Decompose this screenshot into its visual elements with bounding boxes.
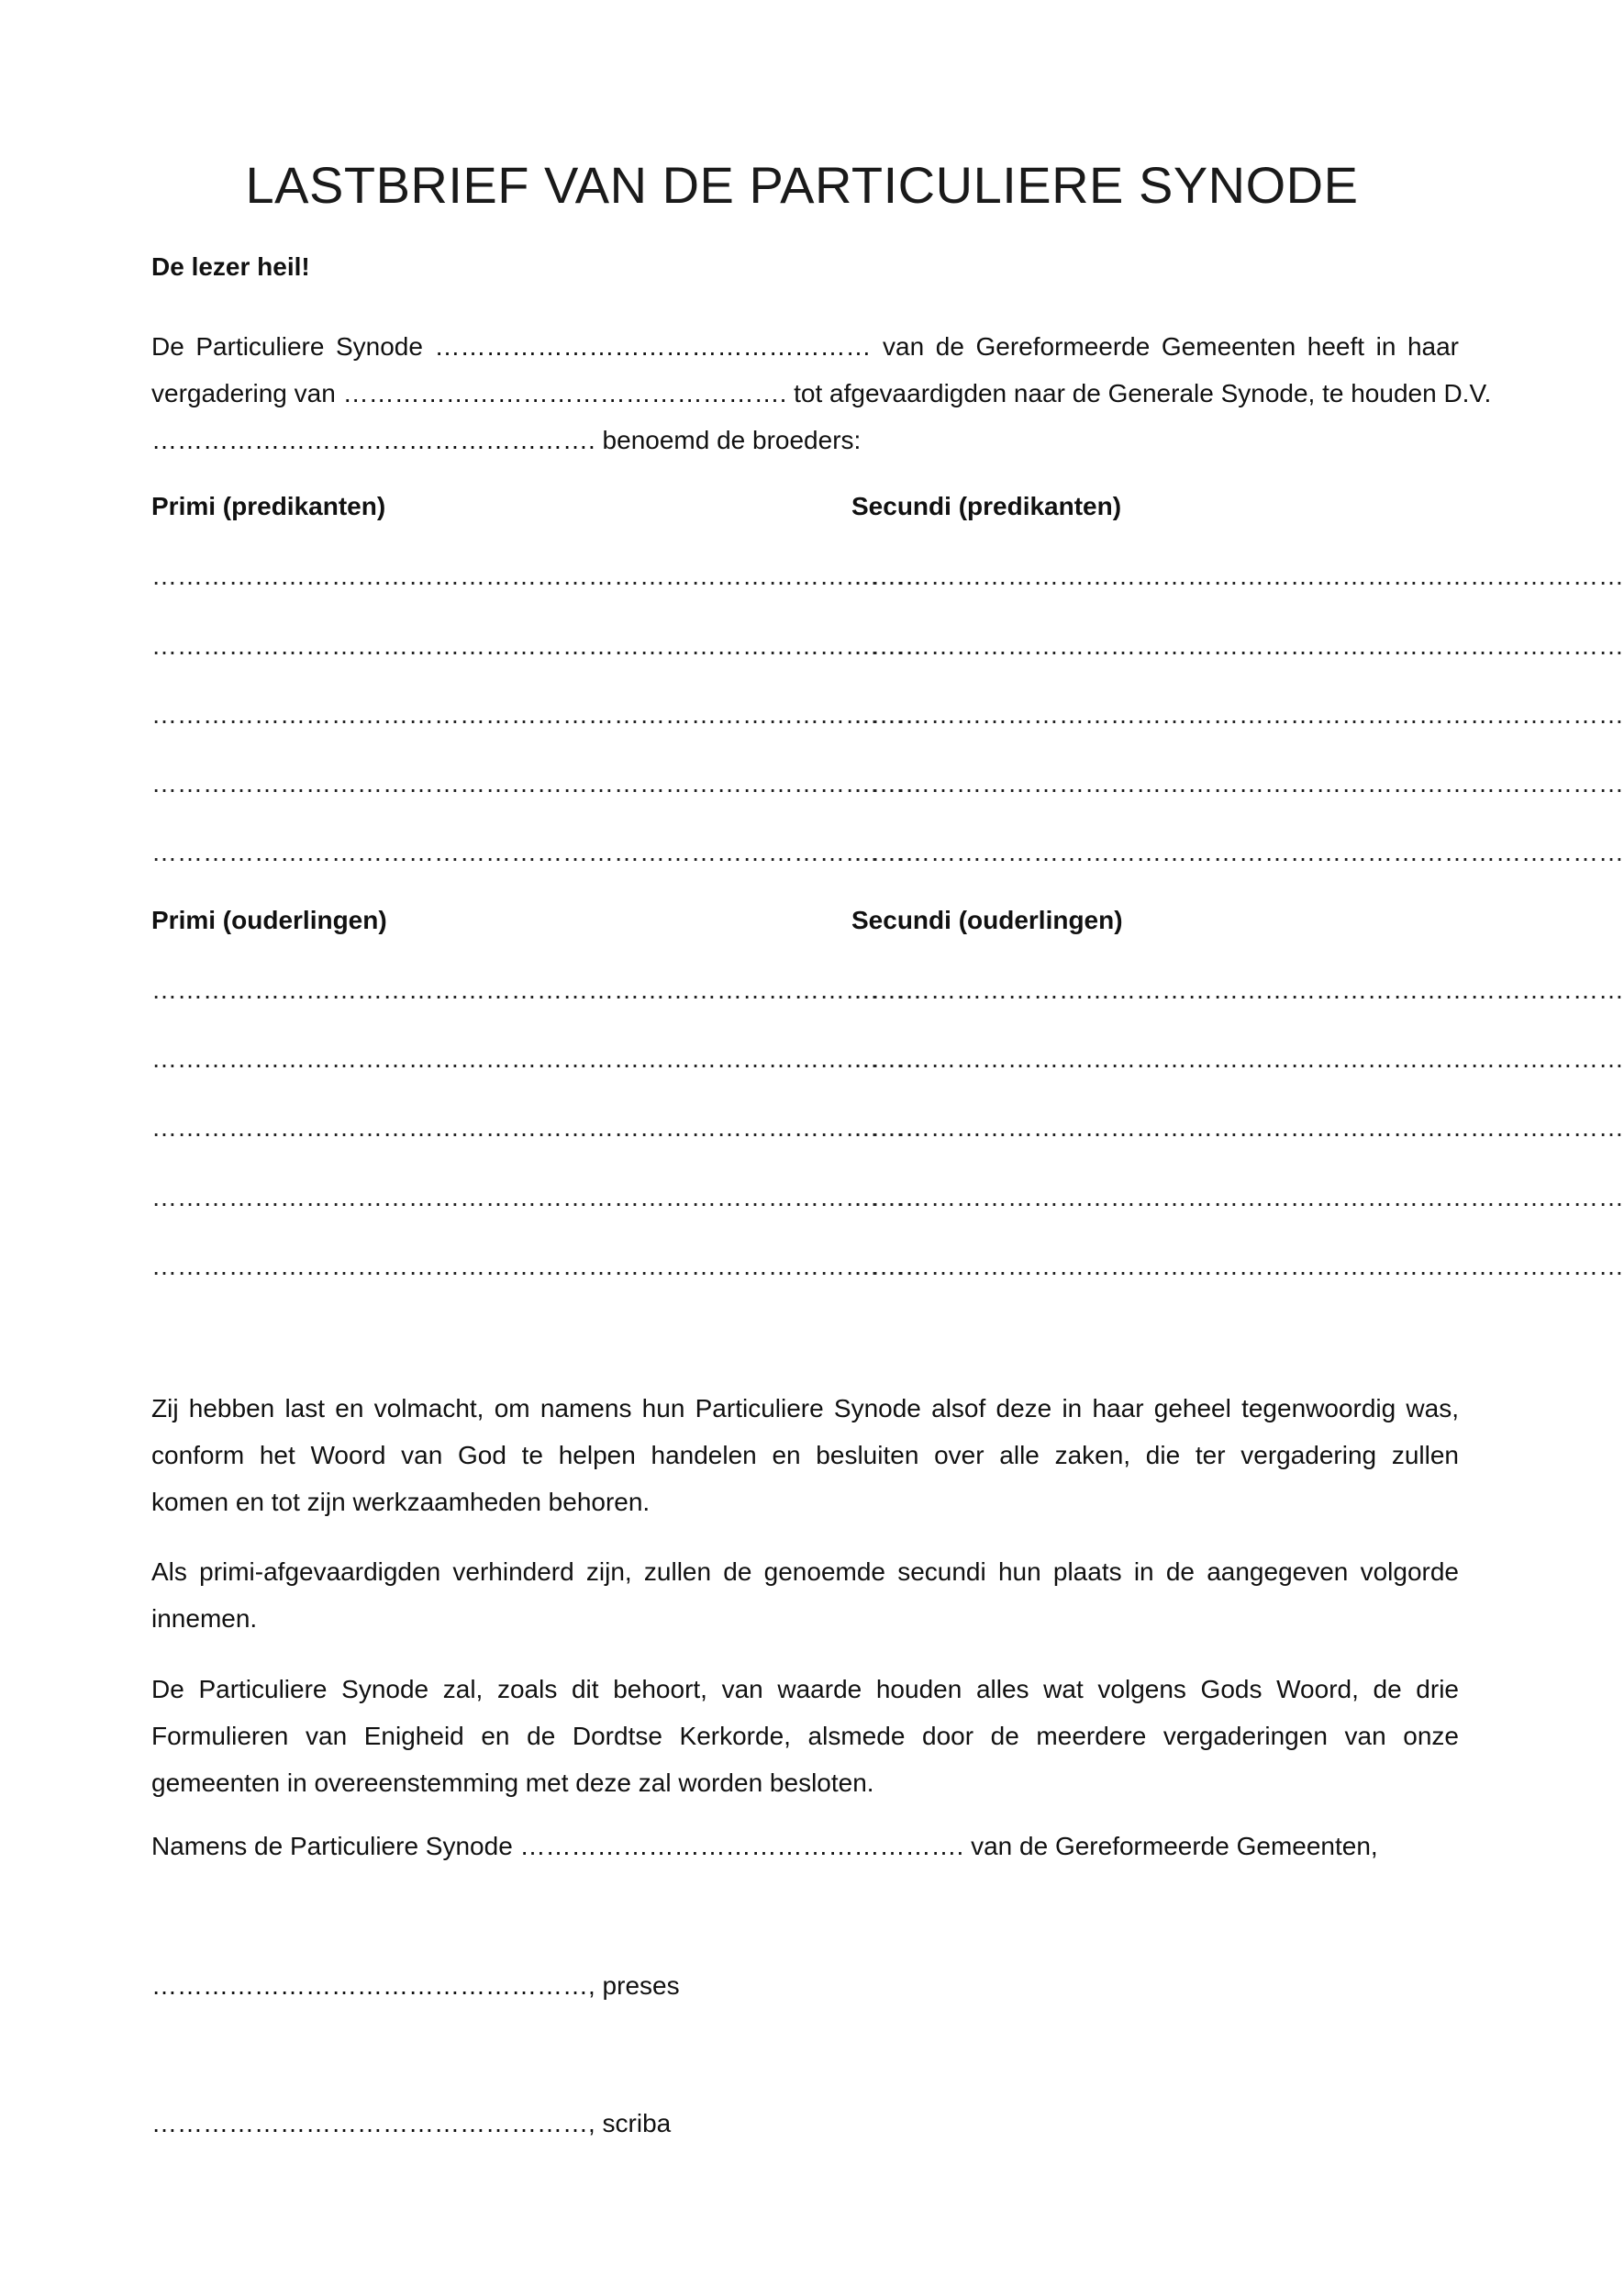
ratification-line: De Particuliere Synode zal, zoals dit behoort, van waarde houden alles wat volgens Gods Woord, de drie	[151, 1675, 1459, 1703]
intro-line: vergadering van ……………………………………………. tot afgevaardigden naar de Generale Synode, te houden D.V.	[151, 379, 1492, 407]
blank-line-primi-predikant[interactable]: ………………………………………………………………………………	[151, 838, 922, 866]
mandate-paragraph	[151, 1385, 1459, 1525]
blank-line-primi-predikant[interactable]: ………………………………………………………………………………	[151, 769, 922, 798]
greeting: De lezer heil!	[151, 252, 310, 281]
mandate-line: Zij hebben last en volmacht, om namens hun Particuliere Synode alsof deze in haar geheel tegenwoordig was,	[151, 1394, 1459, 1422]
blank-line-primi-ouderling[interactable]: ………………………………………………………………………………	[151, 1113, 922, 1142]
ratification-line: gemeenten in overeenstemming met deze zal worden besloten.	[151, 1768, 874, 1797]
ratification-line: Formulieren van Enigheid en de Dordtse Kerkorde, alsmede door de meerdere vergaderingen van onze	[151, 1722, 1459, 1750]
blank-line-primi-predikant[interactable]: ………………………………………………………………………………	[151, 631, 922, 660]
blank-line-secundi-predikant[interactable]: ………………………………………………………………………………	[853, 631, 1624, 660]
blank-line-primi-ouderling[interactable]: ………………………………………………………………………………	[151, 1183, 922, 1211]
intro-line: ……………………………………………. benoemd de broeders:	[151, 426, 862, 454]
blank-line-primi-predikant[interactable]: ………………………………………………………………………………	[151, 562, 922, 590]
blank-line-primi-ouderling[interactable]: ………………………………………………………………………………	[151, 1044, 922, 1073]
substitution-line: innemen.	[151, 1604, 258, 1633]
scriba-signature-line[interactable]: ……………………………………………, scriba	[151, 2109, 672, 2137]
blank-line-secundi-ouderling[interactable]: ………………………………………………………………………………	[853, 1044, 1624, 1073]
blank-line-secundi-predikant[interactable]: ………………………………………………………………………………	[853, 562, 1624, 590]
heading-primi-ouderlingen: Primi (ouderlingen)	[151, 906, 387, 934]
preses-signature-line[interactable]: ……………………………………………, preses	[151, 1971, 680, 2000]
closing-line: Namens de Particuliere Synode ……………………………………………. van de Gereformeerde Gemeenten,	[151, 1832, 1378, 1860]
substitution-paragraph	[151, 1548, 1459, 1642]
heading-secundi-predikanten: Secundi (predikanten)	[851, 492, 1122, 520]
blank-line-secundi-ouderling[interactable]: ………………………………………………………………………………	[853, 1183, 1624, 1211]
blank-line-primi-ouderling[interactable]: ………………………………………………………………………………	[151, 1252, 922, 1280]
blank-line-secundi-ouderling[interactable]: ………………………………………………………………………………	[853, 976, 1624, 1004]
blank-line-secundi-predikant[interactable]: ………………………………………………………………………………	[853, 838, 1624, 866]
blank-line-primi-predikant[interactable]: ………………………………………………………………………………	[151, 700, 922, 729]
blank-line-secundi-ouderling[interactable]: ………………………………………………………………………………	[853, 1113, 1624, 1142]
substitution-line: Als primi-afgevaardigden verhinderd zijn, zullen de genoemde secundi hun plaats in de aangegeven volgorde	[151, 1557, 1459, 1586]
intro-line: De Particuliere Synode …………………………………………… van de Gereformeerde Gemeenten heeft in haar	[151, 332, 1459, 361]
intro-paragraph	[151, 323, 1492, 463]
mandate-line: komen en tot zijn werkzaamheden behoren.	[151, 1488, 651, 1516]
heading-secundi-ouderlingen: Secundi (ouderlingen)	[851, 906, 1123, 934]
document-title: LASTBRIEF VAN DE PARTICULIERE SYNODE	[245, 156, 1359, 214]
blank-line-primi-ouderling[interactable]: ………………………………………………………………………………	[151, 976, 922, 1004]
blank-line-secundi-predikant[interactable]: ………………………………………………………………………………	[853, 769, 1624, 798]
heading-primi-predikanten: Primi (predikanten)	[151, 492, 386, 520]
mandate-line: conform het Woord van God te helpen handelen en besluiten over alle zaken, die ter vergadering zullen	[151, 1441, 1459, 1469]
blank-line-secundi-ouderling[interactable]: ………………………………………………………………………………	[853, 1252, 1624, 1280]
blank-line-secundi-predikant[interactable]: ………………………………………………………………………………	[853, 700, 1624, 729]
ratification-paragraph	[151, 1666, 1459, 1806]
